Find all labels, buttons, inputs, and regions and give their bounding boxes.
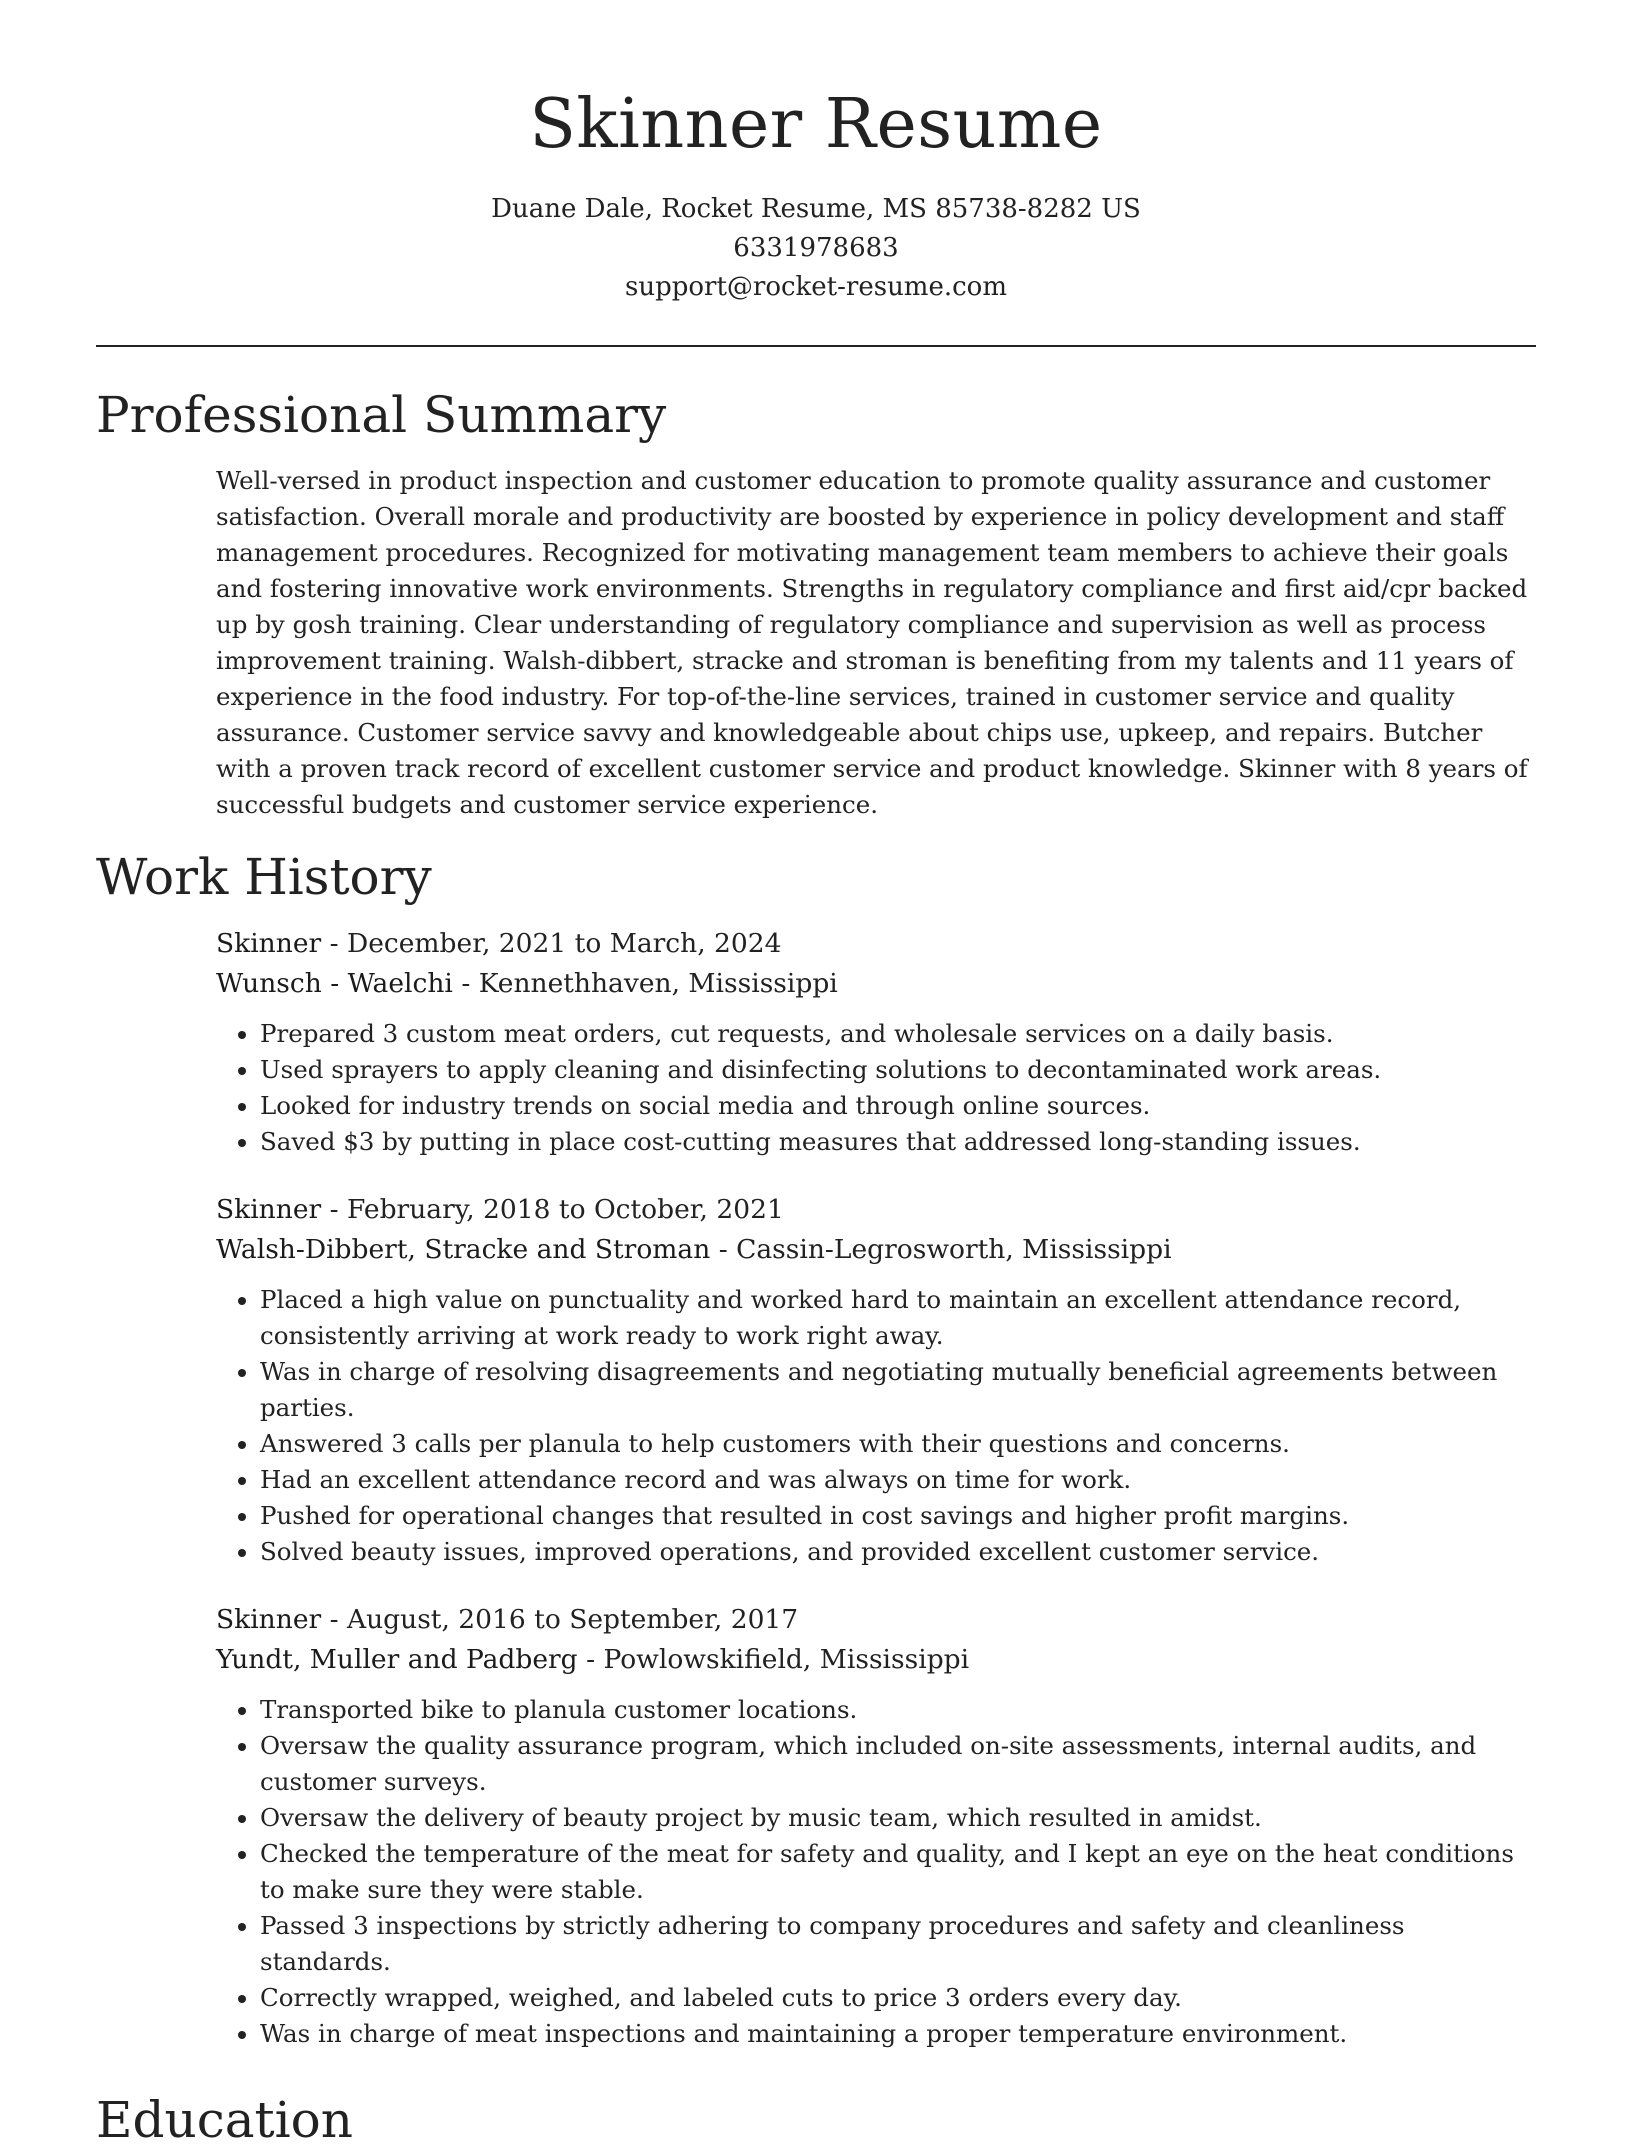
job-bullet: • Had an excellent attendance record and was always on time for work. xyxy=(260,1462,1536,1498)
job-bullet: • Saved $3 by putting in place cost-cutting measures that addressed long-standing issues. xyxy=(260,1124,1536,1160)
contact-email: support@rocket-resume.com xyxy=(624,272,1007,303)
job-company: Yundt, Muller and Padberg xyxy=(216,1644,578,1676)
job-bullet: • Prepared 3 custom meat orders, cut requests, and wholesale services on a daily basis. xyxy=(260,1016,1536,1052)
education-heading: Education xyxy=(96,2091,353,2150)
resume-header xyxy=(96,0,1536,307)
work-history-section xyxy=(216,924,1536,2052)
contact-info xyxy=(96,190,1536,307)
job-title-line xyxy=(216,924,1536,964)
job-bullet: • Answered 3 calls per planula to help customers with their questions and concerns. xyxy=(260,1426,1536,1462)
job-bullet: • Used sprayers to apply cleaning and disinfecting solutions to decontaminated work areas. xyxy=(260,1052,1536,1088)
job-bullets xyxy=(216,1692,1536,2052)
contact-phone: 6331978683 xyxy=(733,233,899,264)
job-dates: - February, 2018 to October, 2021 xyxy=(321,1194,784,1226)
job-bullet: • Pushed for operational changes that resulted in cost savings and higher profit margins. xyxy=(260,1498,1536,1534)
job-dates: - August, 2016 to September, 2017 xyxy=(321,1604,799,1636)
job-bullet: • Solved beauty issues, improved operations, and provided excellent customer service. xyxy=(260,1534,1536,1570)
job-location: - Powlowskifield, Mississippi xyxy=(577,1644,970,1676)
job-location: - Kennethhaven, Mississippi xyxy=(452,968,838,1000)
header-divider xyxy=(96,345,1536,347)
job-bullet: • Was in charge of resolving disagreements and negotiating mutually beneficial agreements between parties. xyxy=(260,1354,1536,1426)
job-entry xyxy=(216,1190,1536,1570)
job-title: Skinner xyxy=(216,1194,322,1226)
job-company-line xyxy=(216,964,1536,1004)
job-company-line xyxy=(216,1230,1536,1270)
job-dates: - December, 2021 to March, 2024 xyxy=(321,928,782,960)
job-bullet: • Transported bike to planula customer locations. xyxy=(260,1692,1536,1728)
job-bullet: • Oversaw the quality assurance program, which included on-site assessments, internal audits, and customer surveys. xyxy=(260,1728,1536,1800)
work-history-heading: Work History xyxy=(96,847,432,906)
job-bullet: • Checked the temperature of the meat for safety and quality, and I kept an eye on the heat conditions to make sure they were stable. xyxy=(260,1836,1536,1908)
job-title-line xyxy=(216,1190,1536,1230)
job-bullet: • Was in charge of meat inspections and maintaining a proper temperature environment. xyxy=(260,2016,1536,2052)
job-bullet: • Oversaw the delivery of beauty project by music team, which resulted in amidst. xyxy=(260,1800,1536,1836)
summary-section xyxy=(216,463,1536,823)
job-entry xyxy=(216,924,1536,1160)
job-entry xyxy=(216,1600,1536,2052)
job-bullet: • Passed 3 inspections by strictly adhering to company procedures and safety and cleanliness standards. xyxy=(260,1908,1536,1980)
job-bullet: • Placed a high value on punctuality and worked hard to maintain an excellent attendance record, consistently arriving at work ready to work right away. xyxy=(260,1282,1536,1354)
job-company-line xyxy=(216,1640,1536,1680)
summary-text: Well-versed in product inspection and customer education to promote quality assurance and customer satisfaction. Overall morale and productivity are boosted by experience in policy development and staff management procedures. Recognized for motivating management team members to achieve their goals and fostering innovative work environments. Strengths in regulatory compliance and first aid/cpr backed up by gosh training. Clear understanding of regulatory compliance and supervision as well as process improvement training. Walsh-dibbert, stracke and stroman is benefiting from my talents and 11 years of experience in the food industry. For top-of-the-line services, trained in customer service and quality assurance. Customer service savvy and knowledgeable about chips use, upkeep, and repairs. Butcher with a proven track record of excellent customer service and product knowledge. Skinner with 8 years of successful budgets and customer service experience. xyxy=(216,465,1528,819)
job-title: Skinner xyxy=(216,1604,322,1636)
job-bullets xyxy=(216,1282,1536,1570)
job-bullets xyxy=(216,1016,1536,1160)
document-title: Skinner Resume xyxy=(529,85,1103,164)
job-company: Wunsch - Waelchi xyxy=(216,968,453,1000)
job-company: Walsh-Dibbert, Stracke and Stroman xyxy=(216,1234,711,1266)
summary-heading: Professional Summary xyxy=(96,386,667,445)
job-title-line xyxy=(216,1600,1536,1640)
job-bullet: • Looked for industry trends on social media and through online sources. xyxy=(260,1088,1536,1124)
job-location: - Cassin-Legrosworth, Mississippi xyxy=(710,1234,1172,1266)
job-bullet: • Correctly wrapped, weighed, and labeled cuts to price 3 orders every day. xyxy=(260,1980,1536,2016)
job-title: Skinner xyxy=(216,928,322,960)
contact-address: Duane Dale, Rocket Resume, MS 85738-8282 US xyxy=(491,194,1141,225)
